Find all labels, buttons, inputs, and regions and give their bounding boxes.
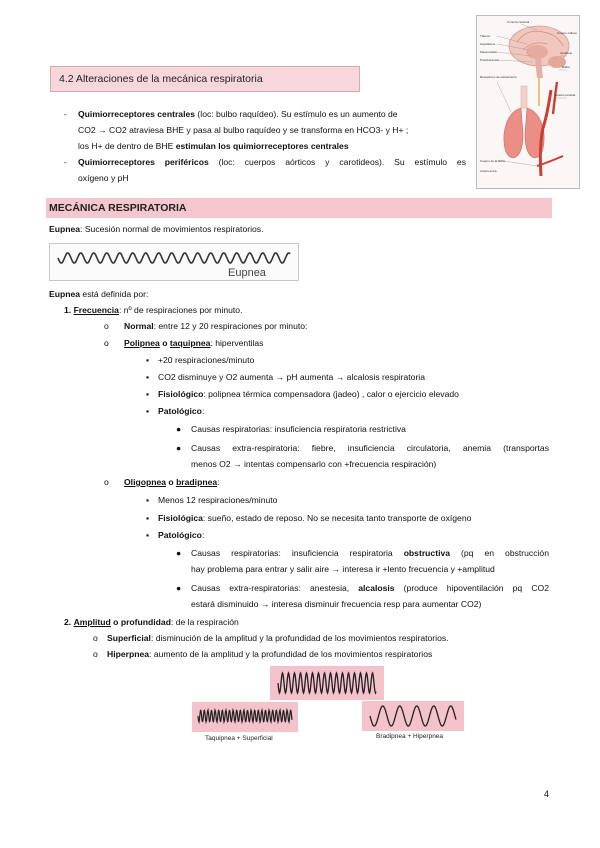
dot-marker: ●	[176, 583, 182, 593]
circle-marker: o	[104, 477, 109, 487]
normal-item	[124, 321, 307, 331]
hiperpnea-term: Hiperpnea	[107, 649, 150, 659]
frequency-number: 1.	[64, 305, 72, 315]
patologico-cause-2: Causas extra-respiratoria: fiebre, insuficiencia circulatoria, anemia (transportas	[191, 443, 549, 453]
fisiologico-item	[158, 389, 459, 399]
patologico-rest: :	[201, 406, 205, 416]
patologico-item	[158, 406, 204, 416]
bradypnea-caption: Bradipnea + Hiperpnea	[376, 733, 444, 740]
pato2-b-post: (produce hipoventilación pq CO2	[394, 583, 549, 593]
dash-marker: -	[64, 157, 67, 167]
circle-marker: o	[93, 633, 98, 643]
dot-marker: ●	[176, 443, 182, 453]
eupnea-defined-rest: está definida por:	[80, 289, 149, 299]
central-chemoreceptors-line1	[78, 109, 466, 119]
patologico2-rest: :	[201, 530, 205, 540]
figure-label-left7: Arteria aorta	[480, 169, 497, 173]
figure-label-left1: Tálamo	[480, 34, 491, 38]
peripheral-chemoreceptors-term: Quimiorreceptores periféricos	[78, 157, 209, 167]
square-marker: ▪	[146, 406, 150, 416]
oligopnea-term: Oligopnea	[124, 477, 167, 487]
frequency-rest: : nº de respiraciones por minuto.	[118, 305, 243, 315]
hiperpnea-item	[107, 649, 432, 659]
page-number: 4	[544, 789, 550, 799]
mechanics-title: MECÁNICA RESPIRATORIA	[49, 202, 187, 214]
figure-label-left3: Mesencéfalo	[480, 50, 498, 54]
combined-wave-box	[270, 666, 384, 700]
patologico-cause-2-cont: menos O2 → intentas compensarlo con +frecuencia respiración)	[191, 459, 437, 469]
fisiologica-rest: : sueño, estado de reposo. No se necesita tanto transporte de oxígeno	[202, 513, 472, 523]
bradypnea-wave	[362, 701, 464, 731]
figure-label-right3: Bulbo	[562, 65, 570, 69]
superficial-rest: : disminución de la amplitud y la profundidad de los movimientos respiratorios.	[150, 633, 449, 643]
pato2-b-bold: alcalosis	[358, 583, 395, 593]
peripheral-chemoreceptors-desc: (loc: cuerpos aórticos y carotideos). Su estímulo es	[208, 157, 466, 167]
section-title: 4.2 Alteraciones de la mecánica respiratoria	[59, 73, 263, 85]
eupnea-defined-term: Eupnea	[49, 289, 81, 299]
frequency-term: Frecuencia	[73, 305, 119, 315]
oligopnea-item	[124, 477, 220, 487]
peripheral-chemoreceptors-line1	[78, 157, 466, 167]
amplitude-mid: o	[110, 617, 121, 627]
bradipnea-term: bradipnea	[176, 477, 218, 487]
figure-label-right2: Cerebelo	[560, 51, 573, 55]
pato2-a-bold: obstructiva	[403, 548, 451, 558]
polipnea-item-1: +20 respiraciones/minuto	[158, 355, 255, 365]
figure-label-right4: Arteria carótida	[555, 93, 576, 97]
figure-label-top: Corteza cerebral	[507, 20, 530, 24]
taquipnea-term: taquipnea	[169, 338, 211, 348]
square-marker: ▪	[146, 530, 150, 540]
eupnea-defined-by	[49, 289, 148, 299]
superficial-term: Superficial	[107, 633, 151, 643]
amplitude-heading	[64, 617, 239, 627]
pato2-a-pre: Causas respiratorias: insuficiencia respiratoria	[191, 548, 404, 558]
oligopnea-rest: :	[217, 477, 220, 487]
polipnea-mid: o	[159, 338, 170, 348]
frequency-heading	[64, 305, 242, 315]
central-chemoreceptors-desc: (loc: bulbo raquídeo). Su estímulo es un aumento de	[195, 109, 398, 119]
superficial-item	[107, 633, 449, 643]
anatomy-illustration	[477, 16, 579, 188]
respiratory-anatomy-figure	[476, 15, 580, 189]
square-marker: ▪	[146, 355, 150, 365]
amplitude-term: Amplitud	[73, 617, 111, 627]
figure-label-left4: Protuberancia	[480, 58, 499, 62]
oligopnea-mid: o	[166, 477, 177, 487]
circle-marker: o	[104, 321, 109, 331]
patologico2-cause-2-cont: estará disminuido → interesa disminuir frecuencia resp para aumentar CO2)	[191, 599, 482, 609]
amplitude-number: 2.	[64, 617, 72, 627]
eupnea-def-text: : Sucesión normal de movimientos respiratorios.	[80, 224, 264, 234]
eupnea-wave	[50, 244, 298, 280]
dash-marker: -	[64, 109, 67, 119]
combined-wave	[270, 666, 384, 700]
central-line3-text: los H+ de dentro de BHE	[78, 141, 176, 151]
eupnea-wave-image	[49, 243, 299, 281]
figure-label-left6: Cuerpo de la aorta	[480, 159, 505, 163]
pato2-b-pre: Causas extra-respiratorias: anestesia,	[191, 583, 359, 593]
eupnea-definition	[49, 224, 263, 234]
central-line3-bold: estimulan los quimiorreceptores centrales	[175, 141, 349, 151]
hiperpnea-rest: : aumento de la amplitud y la profundidad de los movimientos respiratorios	[149, 649, 433, 659]
central-chemoreceptors-line3	[78, 141, 349, 151]
patologico2-cause-1-cont: hay problema para entrar y salir aire → interesa ir +lento frecuencia y +amplitud	[191, 564, 495, 574]
circle-marker: o	[93, 649, 98, 659]
square-marker: ▪	[146, 495, 150, 505]
polipnea-rest: : hiperventilas	[210, 338, 264, 348]
oligopnea-rate: Menos 12 respiraciones/minuto	[158, 495, 278, 505]
tachypnea-wave	[192, 702, 298, 732]
peripheral-chemoreceptors-line2: oxígeno y pH	[78, 173, 129, 183]
patologico-term: Patológico	[158, 406, 202, 416]
fisiologica-item	[158, 513, 471, 523]
square-marker: ▪	[146, 389, 150, 399]
eupnea-wave-label: Eupnea	[228, 267, 266, 279]
normal-term: Normal	[124, 321, 154, 331]
polipnea-item-2: CO2 disminuye y O2 aumenta → pH aumenta → alcalosis respiratoria	[158, 372, 425, 382]
polipnea-term: Polipnea	[124, 338, 160, 348]
figure-label-right1: Cuerpo calloso	[557, 31, 578, 35]
fisiologico-rest: : polipnea térmica compensadora (jadeo) , calor o ejercicio elevado	[203, 389, 459, 399]
dot-marker: ●	[176, 424, 182, 434]
dot-marker: ●	[176, 548, 182, 558]
polipnea-item	[124, 338, 263, 348]
patologico-cause-1: Causas respiratorias: insuficiencia respiratoria restrictiva	[191, 424, 406, 434]
square-marker: ▪	[146, 513, 150, 523]
eupnea-term: Eupnea	[49, 224, 81, 234]
square-marker: ▪	[146, 372, 150, 382]
patologico2-item	[158, 530, 204, 540]
pato2-a-post: (pq en obstrucción	[450, 548, 549, 558]
circle-marker: o	[104, 338, 109, 348]
tachypnea-wave-box	[192, 702, 298, 732]
figure-label-left5: Receptores de estiramiento	[480, 75, 517, 79]
central-chemoreceptors-line2: CO2 → CO2 atraviesa BHE y pasa al bulbo raquídeo y se transforma en HCO3- y H+ ;	[78, 125, 409, 135]
tachypnea-caption: Taquipnea + Superficial	[205, 735, 273, 742]
patologico2-cause-1	[191, 548, 549, 558]
normal-rest: : entre 12 y 20 respiraciones por minuto:	[153, 321, 308, 331]
fisiologica-term: Fisiológica	[158, 513, 203, 523]
patologico2-term: Patológico	[158, 530, 202, 540]
patologico2-cause-2	[191, 583, 549, 593]
figure-label-left2: Hipotálamo	[480, 42, 496, 46]
fisiologico-term: Fisiológico	[158, 389, 204, 399]
depth-term: profundidad	[120, 617, 171, 627]
central-chemoreceptors-term: Quimiorreceptores centrales	[78, 109, 196, 119]
bradypnea-wave-box	[362, 701, 464, 731]
amplitude-rest: : de la respiración	[170, 617, 239, 627]
